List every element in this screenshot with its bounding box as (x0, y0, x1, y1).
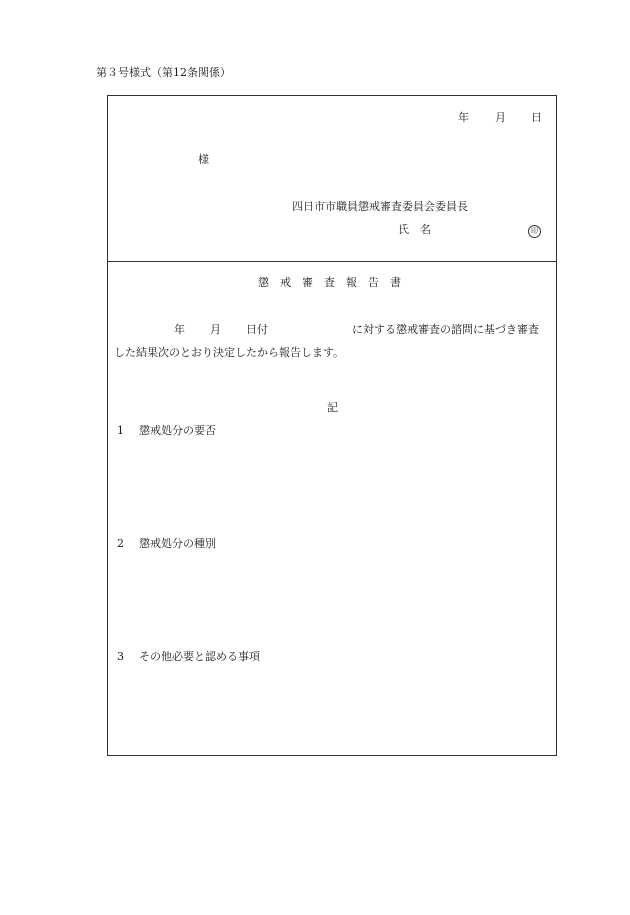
name-label: 氏 名 (398, 223, 431, 236)
item-2-label: 懲戒処分の種別 (139, 537, 216, 550)
ki-label: 記 (327, 401, 338, 414)
report-form-frame (107, 95, 557, 756)
body-line1-tail: に対する懲戒審査の諮問に基づき審査 (352, 323, 539, 336)
body-year-label: 年 (174, 323, 185, 336)
date-year-label: 年 (458, 111, 469, 124)
item-1-label: 懲戒処分の要否 (139, 424, 216, 437)
item-3-number: 3 (117, 650, 124, 663)
form-number: 第３号様式（第12条関係） (96, 66, 231, 79)
sender-title: 四日市市職員懲戒審査委員会委員長 (292, 200, 468, 213)
report-title: 懲 戒 審 査 報 告 書 (258, 276, 401, 289)
body-month-label: 月 (210, 323, 221, 336)
item-2-number: 2 (117, 537, 124, 550)
item-3-label: その他必要と認める事項 (139, 650, 260, 663)
item-1-number: 1 (117, 424, 124, 437)
seal-wrapper (528, 223, 541, 238)
seal-icon: 印 (528, 225, 541, 238)
body-line2: した結果次のとおり決定したから報告します。 (114, 346, 345, 359)
date-day-label: 日 (531, 111, 542, 124)
addressee-suffix: 様 (198, 153, 209, 166)
date-month-label: 月 (495, 111, 506, 124)
body-date-suffix: 日付 (246, 323, 268, 336)
section-divider (108, 261, 556, 262)
